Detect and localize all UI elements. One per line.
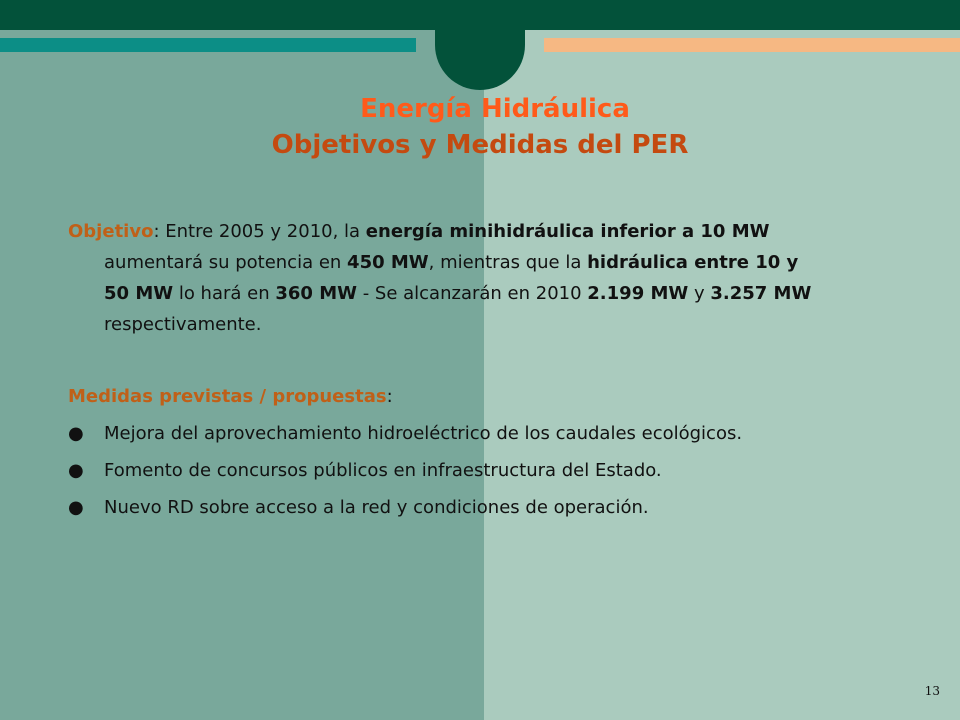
list-item [68,492,742,529]
objective-highlight: 450 MW [347,252,429,273]
objective-highlight: 50 MW [104,283,174,304]
objective-label: Objetivo [68,221,154,242]
measures-list [68,418,742,529]
teal-decorative-bar [0,38,416,52]
objective-highlight: hidráulica entre 10 y [587,252,799,273]
objective-line-2 [68,247,918,278]
decorative-circle-top [435,0,525,45]
peach-decorative-bar [544,38,960,52]
objective-text: : Entre 2005 y 2010, la [153,221,366,242]
list-item-text: Fomento de concursos públicos en infraestructura del Estado. [104,460,662,481]
page-number: 13 [924,684,940,698]
objective-highlight: energía minihidráulica inferior a 10 MW [365,221,770,242]
objective-text: y [688,283,711,304]
slide-subtitle: Objetivos y Medidas del PER [271,130,689,160]
objective-text: aumentará su potencia en [104,252,348,273]
objective-paragraph [68,216,918,340]
measures-colon: : [386,386,393,407]
bullet-icon: ● [68,423,84,444]
objective-highlight: 3.257 MW [710,283,812,304]
objective-text: , mientras que la [428,252,588,273]
objective-highlight: 360 MW [275,283,357,304]
measures-label: Medidas previstas / propuestas [68,386,387,407]
list-item [68,418,742,455]
objective-text: lo hará en [173,283,276,304]
bullet-icon: ● [68,497,84,518]
bullet-icon: ● [68,460,84,481]
objective-line-4: respectivamente. [104,314,262,335]
slide-title: Energía Hidráulica [360,94,630,124]
list-item-text: Mejora del aprovechamiento hidroeléctrico de los caudales ecológicos. [104,423,743,444]
list-item [68,455,742,492]
objective-line-3 [68,278,918,309]
measures-heading [68,381,393,412]
list-item-text: Nuevo RD sobre acceso a la red y condiciones de operación. [104,497,649,518]
objective-highlight: 2.199 MW [587,283,689,304]
objective-text: - Se alcanzarán en 2010 [356,283,588,304]
objective-line-1 [68,216,918,247]
